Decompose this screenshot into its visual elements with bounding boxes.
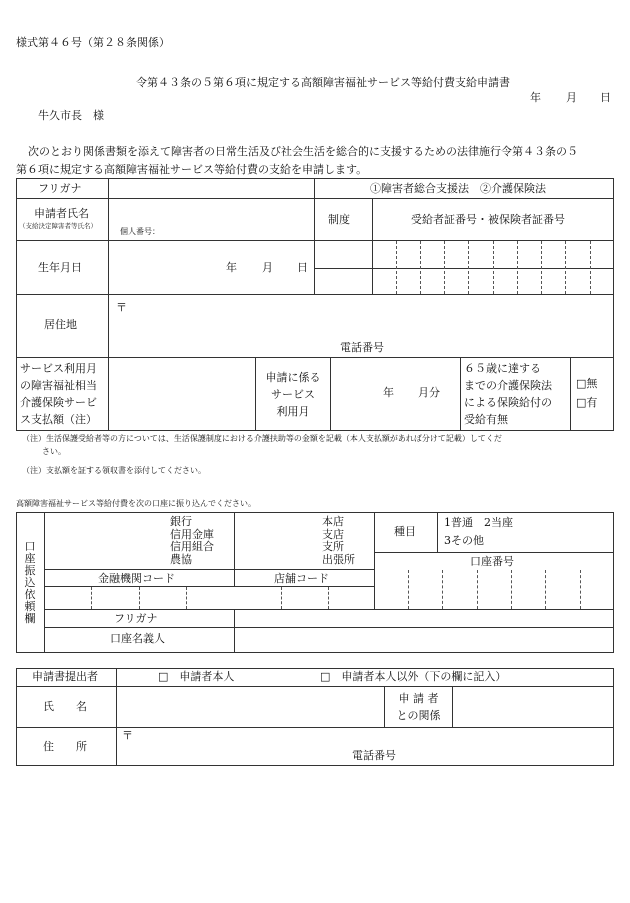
address-field[interactable] bbox=[109, 295, 614, 357]
intro-line-2: 第６項に規定する高額障害福祉サービス等給付費の支給を申請します。 bbox=[16, 163, 368, 176]
account-kind-option-2[interactable]: 3その他 bbox=[444, 534, 484, 547]
service-month-unit: 月分 bbox=[418, 386, 440, 399]
date-year-label: 年 bbox=[530, 91, 541, 104]
certificate-number-label: 受給者証番号・被保険者証番号 bbox=[411, 213, 565, 226]
submitter-other-checkbox[interactable]: □ 申請者本人以外（下の欄に記入） bbox=[320, 670, 507, 683]
furigana-field[interactable] bbox=[108, 179, 314, 198]
account-holder-label: 口座名義人 bbox=[110, 632, 165, 645]
relation-field[interactable] bbox=[453, 687, 614, 727]
bank-intro: 高額障害福祉サービス等給付費を次の口座に振り込んでください。 bbox=[16, 499, 256, 508]
account-kind-label: 種目 bbox=[394, 525, 416, 538]
submitter-label: 申請書提出者 bbox=[32, 670, 98, 683]
bank-furigana-label: フリガナ bbox=[114, 612, 158, 625]
age65-benefit-label: ６５歳に達する までの介護保険法 による保険給付の 受給有無 bbox=[464, 362, 552, 426]
note-2: （注）支払額を証する領収書を添付してください。 bbox=[22, 466, 206, 475]
account-kind-option-1[interactable]: 1普通 2当座 bbox=[444, 516, 513, 529]
branch-code-label: 店舗コード bbox=[274, 572, 329, 585]
bank-code-label: 金融機関コード bbox=[98, 572, 175, 585]
date-month-label: 月 bbox=[566, 91, 577, 104]
benefit-none-checkbox[interactable]: □無 bbox=[576, 377, 598, 390]
address-label: 居住地 bbox=[44, 318, 77, 331]
system-label: 制度 bbox=[328, 213, 350, 226]
intro-line-1: 次のとおり関係書類を添えて障害者の日常生活及び社会生活を総合的に支援するための法律施行令第４３条の５ bbox=[28, 145, 578, 158]
applicant-name-label: 申請者氏名 bbox=[34, 207, 89, 220]
dob-year-label: 年 bbox=[226, 261, 237, 274]
dob-label: 生年月日 bbox=[38, 261, 82, 274]
note-1: （注）生活保護受給者等の方については、生活保護制度における介護扶助等の金額を記載（本人支払額があれば分けて記載）してくだ bbox=[22, 434, 502, 443]
submitter-self-checkbox[interactable]: □ 申請者本人 bbox=[158, 670, 235, 683]
relation-label: 申 請 者 との関係 bbox=[396, 692, 441, 722]
bank-type-options[interactable]: 銀行 信用金庫 信用組合 農協 bbox=[170, 515, 214, 566]
submitter-phone-label: 電話番号 bbox=[352, 749, 396, 762]
law-options[interactable]: ①障害者総合支援法 ②介護保険法 bbox=[370, 182, 546, 195]
furigana-label: フリガナ bbox=[38, 182, 82, 195]
date-day-label: 日 bbox=[600, 91, 611, 104]
dob-month-label: 月 bbox=[262, 261, 273, 274]
submitter-name-field[interactable] bbox=[117, 687, 384, 727]
benefit-yes-checkbox[interactable]: □有 bbox=[576, 396, 598, 409]
service-month-label: 申請に係る サービス 利用月 bbox=[265, 371, 321, 418]
form-title: 令第４３条の５第６項に規定する高額障害福祉サービス等給付費支給申請書 bbox=[136, 76, 510, 89]
branch-type-options[interactable]: 本店 支店 支所 出張所 bbox=[322, 515, 355, 566]
postal-mark: 〒 bbox=[116, 301, 127, 314]
submitter-name-label: 氏 名 bbox=[43, 700, 87, 713]
note-1-cont: さい。 bbox=[42, 447, 66, 456]
my-number-label: 個人番号： bbox=[120, 227, 160, 236]
dob-day-label: 日 bbox=[297, 261, 308, 274]
submitter-address-field[interactable] bbox=[117, 728, 614, 766]
form-number: 様式第４６号（第２８条関係） bbox=[16, 36, 170, 49]
applicant-name-field[interactable] bbox=[108, 199, 314, 240]
addressee: 牛久市長 様 bbox=[38, 109, 104, 122]
applicant-name-sublabel: （支給決定障害者等氏名） bbox=[19, 222, 97, 230]
submitter-address-label: 住 所 bbox=[43, 740, 87, 753]
bank-side-label: 口座振込依頼欄 bbox=[24, 540, 36, 625]
service-payment-label: サービス利用月 の障害福祉相当 介護保険サービ ス支払額（注） bbox=[20, 362, 97, 426]
submitter-postal-mark: 〒 bbox=[122, 729, 133, 742]
phone-label: 電話番号 bbox=[340, 341, 384, 354]
account-number-label: 口座番号 bbox=[470, 555, 514, 568]
account-holder-field[interactable] bbox=[235, 628, 614, 653]
service-year-label: 年 bbox=[383, 386, 394, 399]
